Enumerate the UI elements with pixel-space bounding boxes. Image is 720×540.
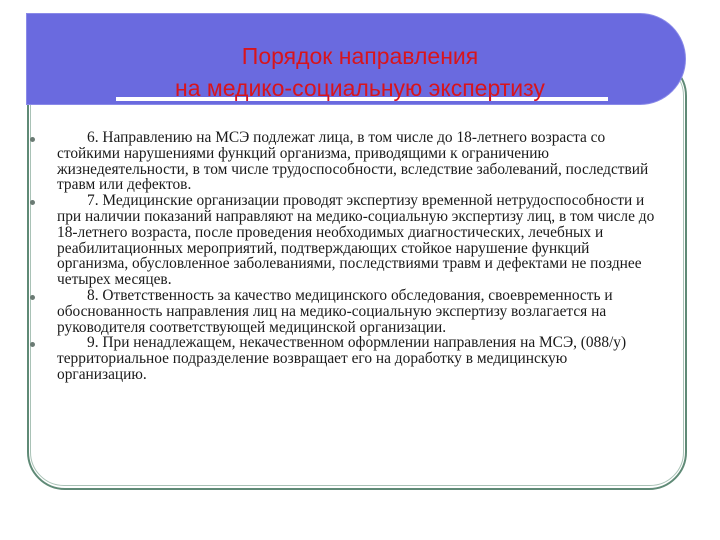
list-item-text: 9. При ненадлежащем, некачественном оформлении направления на МСЭ, (088/у) территориальное подразделение возвращает его на доработку в медицинскую организацию. <box>57 334 627 383</box>
title-line-2: на медико-социальную экспертизу <box>175 75 545 101</box>
content-list <box>30 130 660 383</box>
list-item-text: 7. Медицинские организации проводят экспертизу временной нетрудоспособности и при наличии показаний направляют на медико-социальную экспертизу лиц, в том числе до 18-летнего возраста, после проведения необходимых диагностических, лечебных и реабилитационных мероприятий, подтверждающих стойкое нарушение функций организма, обусловленное заболеваниями, последствиями травм и дефектами не позднее четырех месяцев. <box>57 192 655 289</box>
list-item-text: 8. Ответственность за качество медицинского обследования, своевременность и обоснованность направления лиц на медико-социальную экспертизу возлагается на руководителя соответствующей медицинской организации. <box>57 286 613 336</box>
list-item <box>30 288 660 335</box>
list-item <box>30 335 660 382</box>
list-item-text: 6. Направлению на МСЭ подлежат лица, в том числе до 18-летнего возраста со стойкими нарушениями функций организма, приводящими к ограничению жизнедеятельности, в том числе трудоспособности, вследствие заболеваний, последствий травм или дефектов. <box>57 129 649 194</box>
list-item <box>30 193 660 288</box>
bullet-dot-icon <box>30 200 35 205</box>
bullet-dot-icon <box>30 295 35 300</box>
slide-title <box>60 40 660 104</box>
bullet-dot-icon <box>30 342 35 347</box>
bullet-dot-icon <box>30 137 35 142</box>
title-line-1: Порядок направления <box>241 43 479 69</box>
list-item <box>30 130 660 193</box>
